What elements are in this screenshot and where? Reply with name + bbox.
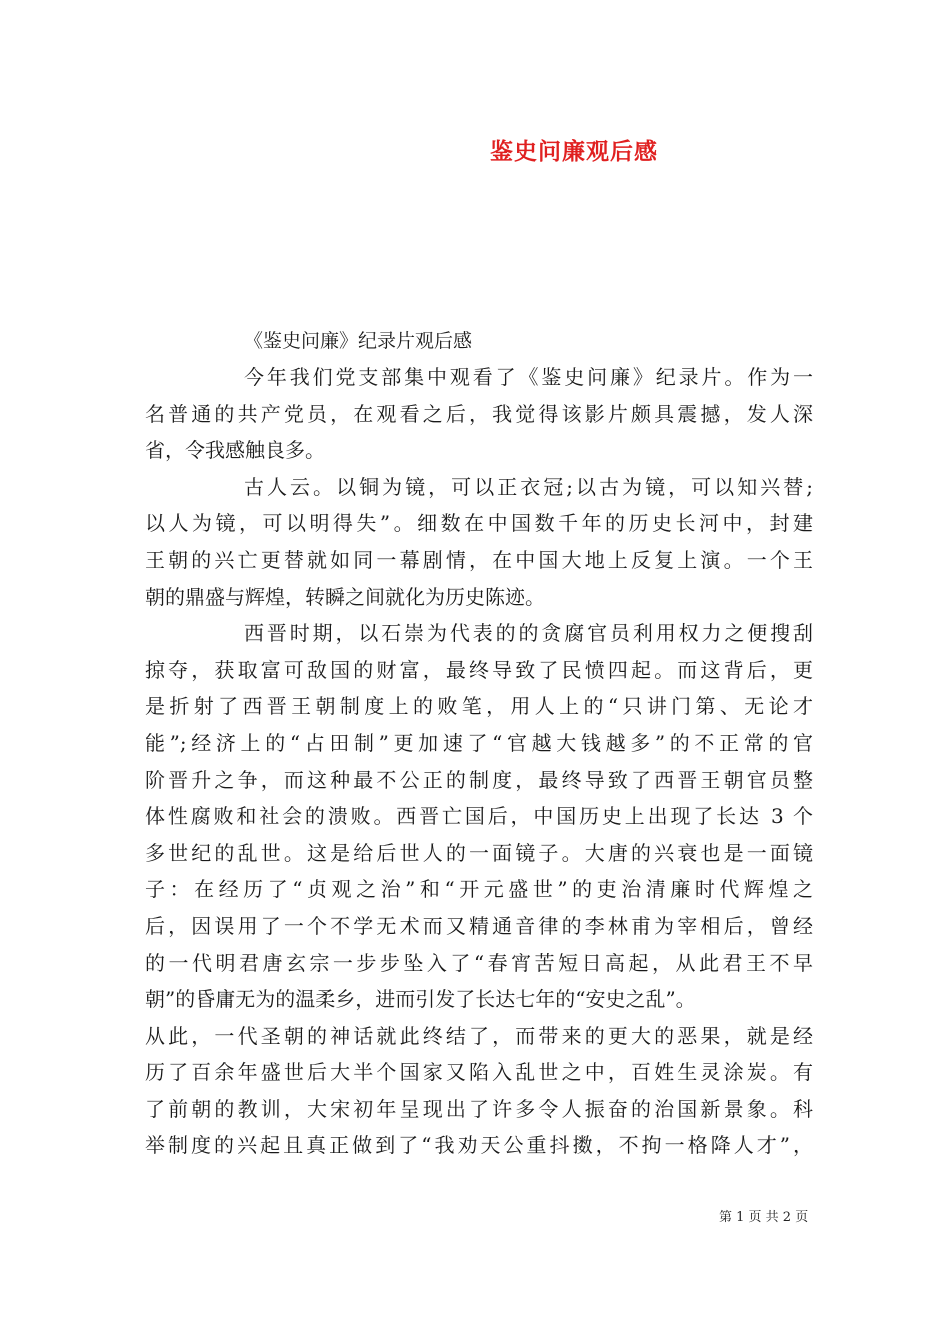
paragraph-line: 朝的鼎盛与辉煌，转瞬之间就化为历史陈迹。 [145, 584, 545, 609]
paragraph-line: 古人云。以铜为镜，可以正衣冠;以古为镜，可以知兴替; [244, 474, 813, 499]
paragraph-line: 西晋时期，以石崇为代表的的贪腐官员利用权力之便搜刮 [244, 621, 813, 646]
paragraph-line: 的一代明君唐玄宗一步步坠入了“春宵苦短日高起，从此君王不早 [145, 950, 813, 975]
paragraph-line: 了前朝的教训，大宋初年呈现出了许多令人振奋的治国新景象。科 [145, 1096, 813, 1121]
paragraph-line: 阶晋升之争，而这种最不公正的制度，最终导致了西晋王朝官员整 [145, 767, 813, 792]
paragraph-line: 从此，一代圣朝的神话就此终结了，而带来的更大的恶果，就是经 [145, 1023, 813, 1048]
paragraph-line: 掠夺，获取富可敌国的财富，最终导致了民愤四起。而这背后，更 [145, 657, 813, 682]
paragraph-line: 省，令我感触良多。 [145, 438, 325, 463]
paragraph-line: 后，因误用了一个不学无术而又精通音律的李林甫为宰相后，曾经 [145, 913, 813, 938]
paragraph-line: 以人为镜，可以明得失”。细数在中国数千年的历史长河中，封建 [145, 511, 813, 536]
paragraph-line: 能”;经济上的“占田制”更加速了“官越大钱越多”的不正常的官 [145, 730, 813, 755]
document-body [145, 323, 813, 1164]
document-subtitle: 《鉴史问廉》纪录片观后感 [244, 330, 473, 352]
paragraph-line: 名普通的共产党员，在观看之后，我觉得该影片颇具震撼，发人深 [145, 401, 813, 426]
paragraph-line: 历了百余年盛世后大半个国家又陷入乱世之中，百姓生灵涂炭。有 [145, 1060, 813, 1085]
document-title: 鉴史问廉观后感 [490, 138, 658, 165]
paragraph-line: 举制度的兴起且真正做到了“我劝天公重抖擞，不拘一格降人才”， [145, 1133, 813, 1158]
paragraph-line: 体性腐败和社会的溃败。西晋亡国后，中国历史上出现了长达 3 个 [145, 804, 813, 829]
paragraph-line: 是折射了西晋王朝制度上的败笔，用人上的“只讲门第、无论才 [145, 694, 813, 719]
paragraph-line: 朝”的昏庸无为的温柔乡，进而引发了长达七年的“安史之乱”。 [145, 987, 696, 1012]
paragraph-line: 多世纪的乱世。这是给后世人的一面镜子。大唐的兴衰也是一面镜 [145, 840, 813, 865]
paragraph-line: 王朝的兴亡更替就如同一幕剧情，在中国大地上反复上演。一个王 [145, 547, 813, 572]
paragraph-line: 今年我们党支部集中观看了《鉴史问廉》纪录片。作为一 [244, 365, 813, 389]
page-number-footer: 第 1 页 共 2 页 [719, 1210, 809, 1225]
paragraph-line: 子：在经历了“贞观之治”和“开元盛世”的吏治清廉时代辉煌之 [145, 877, 813, 902]
